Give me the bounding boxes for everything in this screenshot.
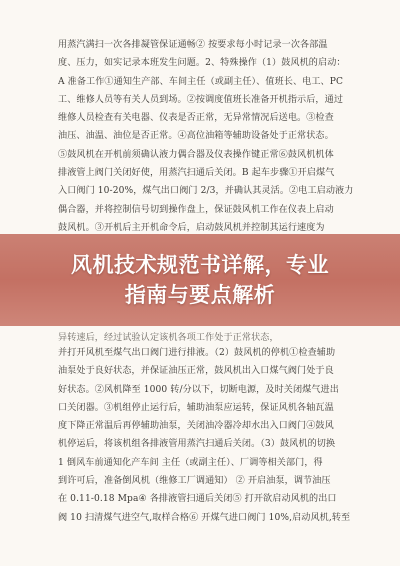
text-line: 异转速后，经过试验认定该机各项工作处于正常状态， bbox=[58, 333, 279, 343]
text-line: 油泵处于良好状态，并保证油压正常，鼓风机出入口煤气阀门处于良 bbox=[58, 366, 334, 377]
text-line: 油压、油温、油位是否正常。④高位油箱等辅助设备处于正常状态。 bbox=[58, 131, 334, 142]
text-line: 偶合器，并将控制信号切到操作盘上，保证鼓风机工作在仪表上启动 bbox=[58, 204, 334, 215]
text-line: 维修人员检查有关电器、仪表是否正常，无异常情况后送电。③检查 bbox=[58, 113, 334, 124]
document-body-bottom bbox=[58, 344, 366, 527]
text-line: 在 0.11-0.18 Mpa④ 各排液管扫通后关闭⑤ 打开欲启动风机的出口 bbox=[58, 494, 337, 505]
text-line: 工、维修人员等有关人员到场。②按调度值班长准备开机指示后，通过 bbox=[58, 94, 344, 105]
text-line: 入口阀门 10-20%，煤气出口阀门 2/3，并确认其灵活。②电工启动液力 bbox=[58, 186, 354, 197]
banner-title-line-1: 风机技术规范书详解，专业 bbox=[71, 253, 329, 277]
text-line: 并打开风机至煤气出口阀门进行排液。（2）鼓风机的停机①检查辅助 bbox=[58, 348, 336, 358]
text-line: 度、压力，如实记录本班发生问题。2、特殊操作（1）鼓风机的启动： bbox=[58, 58, 346, 69]
text-line: 1 倒风车前通知化产车间 主任（或副主任）、厂调等相关部门，得 bbox=[58, 457, 323, 468]
text-line: 好状态。②风机降至 1000 转/分以下，切断电源，及时关闭煤气进出 bbox=[58, 384, 339, 395]
document-body-top bbox=[58, 36, 366, 237]
text-line: 鼓风机。③开机后主开机命令后，启动鼓风机并控制其运行速度为 bbox=[58, 222, 325, 233]
text-line: 度下降正常温后再停辅助油泵，关闭油冷器冷却水出入口阀门④鼓风 bbox=[58, 421, 334, 432]
banner-title-line-2: 指南与要点解析 bbox=[124, 283, 276, 307]
title-banner bbox=[0, 234, 400, 326]
text-line: 口关闭器。③机组停止运行后，辅助油泵应运转，保证风机各轴瓦温 bbox=[58, 402, 334, 413]
text-line: 用蒸汽满扫一次各排凝管保证通畅② 按要求每小时记录一次各部温 bbox=[58, 40, 328, 50]
text-line: ⑤鼓风机在开机前须确认液力偶合器及仪表操作键正常⑥鼓风机机体 bbox=[58, 149, 334, 160]
text-line: 排液管上阀门关闭好使，用蒸汽扫通后关闭。B 起车步骤①开启煤气 bbox=[58, 168, 335, 179]
text-line: 到许可后，准备倒风机（维修工厂调通知） ② 开启油泵，调节油压 bbox=[58, 476, 331, 487]
text-line: 阀 10 扫清煤气进空气,取样合格⑥ 开煤气进口阀门 10%,启动风机,转至 bbox=[58, 512, 351, 523]
text-line: 机停运后，将该机组各排液管用蒸汽扫通后关闭。（3）鼓风机的切换 bbox=[58, 439, 336, 450]
text-line: A 准备工作①通知生产部、车间主任（或副主任）、值班长、电工、PC bbox=[58, 76, 344, 87]
